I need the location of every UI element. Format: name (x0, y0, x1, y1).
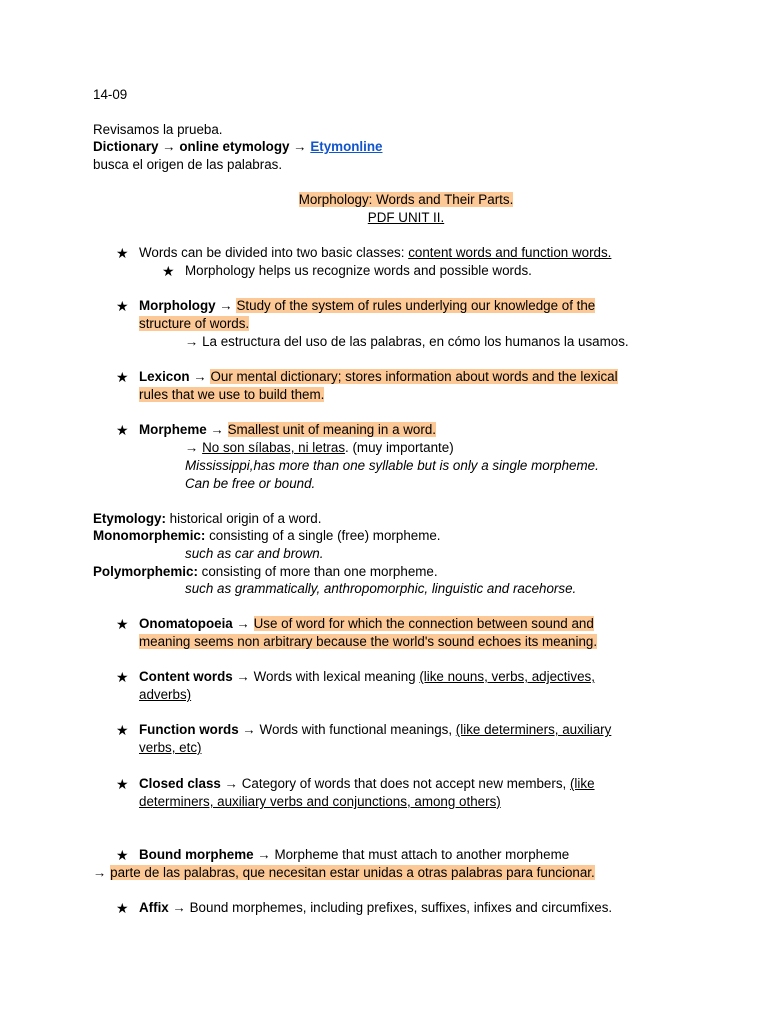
definition-highlight: structure of words. (139, 316, 250, 331)
term-affix: Affix (139, 900, 169, 915)
definition-highlight: Use of word for which the connection between sound and (253, 616, 594, 631)
morpheme-note-underlined: No son sílabas, ni letras (202, 440, 346, 455)
term-morphology: Morphology (139, 298, 216, 313)
morpheme-note-rest: . (muy importante) (345, 440, 454, 455)
definition-highlight: meaning seems non arbitrary because the world's sound echoes its meaning. (139, 634, 598, 649)
morpheme-example: Can be free or bound. (185, 476, 316, 491)
bullet-content-words-cont (139, 686, 191, 704)
definition-text: Morpheme that must attach to another morpheme (274, 847, 570, 862)
bullet-affix (139, 899, 612, 917)
heading-title-text: Morphology: Words and Their Parts. (298, 192, 514, 207)
star-bullet-icon: ★ (116, 776, 129, 792)
bullet-closed-class (139, 775, 595, 793)
arrow: → (224, 776, 238, 791)
examples-underlined: (like determiners, auxiliary (455, 722, 612, 737)
examples-underlined: (like nouns, verbs, adjectives, (419, 669, 595, 684)
arrow: → (293, 139, 307, 154)
term-function-words: Function words (139, 722, 239, 737)
bullet-bound-morpheme (139, 846, 569, 864)
star-bullet-icon: ★ (116, 900, 129, 916)
term-etymology: Etymology: (93, 511, 166, 526)
heading-title (0, 191, 768, 209)
definition-highlight: Study of the system of rules underlying our knowledge of the (236, 298, 596, 313)
star-bullet-icon: ★ (116, 298, 129, 314)
intro-line: busca el origen de las palabras. (93, 157, 283, 172)
definition-text: Bound morphemes, including prefixes, suffixes, infixes and circumfixes. (189, 900, 613, 915)
star-bullet-icon: ★ (116, 369, 129, 385)
date-line: 14-09 (93, 87, 128, 102)
term-closed-class: Closed class (139, 776, 221, 791)
term-polymorphemic: Polymorphemic: (93, 564, 198, 579)
bound-morpheme-note (93, 864, 595, 882)
bullet-content-words (139, 668, 595, 686)
bullet-function-words-cont (139, 739, 202, 757)
bullet-function-words (139, 721, 611, 739)
definition-text: Words with lexical meaning (253, 669, 420, 684)
arrow: → (257, 847, 271, 862)
definition-highlight: rules that we use to build them. (139, 387, 325, 402)
definition-text: Category of words that does not accept new members, (241, 776, 570, 791)
note-highlight: parte de las palabras, que necesitan estar unidas a otras palabras para funcionar. (110, 865, 595, 880)
term-content-words: Content words (139, 669, 233, 684)
term-monomorphemic: Monomorphemic: (93, 528, 206, 543)
term-onomatopoeia: Onomatopoeia (139, 616, 233, 631)
arrow: → (185, 440, 199, 455)
definition-monomorphemic (93, 527, 441, 545)
bullet-morphology-cont (139, 315, 249, 333)
examples-underlined: verbs, etc) (139, 740, 202, 755)
online-etymology-label: online etymology (179, 139, 290, 154)
arrow: → (236, 669, 250, 684)
arrow: → (193, 369, 207, 384)
arrow: → (93, 865, 107, 880)
star-bullet-icon: ★ (116, 616, 129, 632)
arrow: → (210, 422, 224, 437)
heading-subtitle (0, 209, 768, 227)
star-bullet-icon: ★ (116, 669, 129, 685)
monomorphemic-example: such as car and brown. (185, 546, 324, 561)
term-morpheme: Morpheme (139, 422, 207, 437)
bullet-morpheme (139, 421, 436, 439)
dictionary-label: Dictionary (93, 139, 159, 154)
morpheme-note (185, 439, 454, 457)
term-bound-morpheme: Bound morpheme (139, 847, 254, 862)
examples-underlined: adverbs) (139, 687, 192, 702)
star-bullet-icon: ★ (116, 422, 129, 438)
morpheme-example: Mississippi,has more than one syllable but is only a single morpheme. (185, 458, 599, 473)
star-bullet-icon: ★ (116, 245, 129, 261)
dictionary-line (93, 138, 383, 156)
definition-polymorphemic (93, 563, 438, 581)
morphology-note: → La estructura del uso de las palabras, en cómo los humanos la usamos. (185, 334, 629, 349)
definition-highlight: Our mental dictionary; stores information about words and the lexical (210, 369, 618, 384)
definition-text: consisting of a single (free) morpheme. (205, 528, 441, 543)
intro-line: Revisamos la prueba. (93, 122, 223, 137)
arrow: → (172, 900, 186, 915)
star-bullet-icon: ★ (162, 263, 175, 279)
arrow: → (219, 298, 233, 313)
arrow: → (162, 139, 176, 154)
bullet-onomatopoeia (139, 615, 594, 633)
bullet-underlined-text: content words and function words. (408, 245, 612, 260)
bullet-lexicon (139, 368, 618, 386)
term-lexicon: Lexicon (139, 369, 190, 384)
bullet-morphology-helps: Morphology helps us recognize words and possible words. (185, 263, 532, 278)
arrow: → (236, 616, 250, 631)
etymonline-link[interactable]: Etymonline (310, 139, 383, 154)
star-bullet-icon: ★ (116, 722, 129, 738)
definition-text: Words with functional meanings, (259, 722, 456, 737)
definition-etymology (93, 510, 321, 528)
definition-highlight: Smallest unit of meaning in a word. (227, 422, 436, 437)
examples-underlined: (like (569, 776, 595, 791)
bullet-text: Words can be divided into two basic classes: (139, 245, 409, 260)
bullet-classes (139, 244, 611, 262)
bullet-lexicon-cont (139, 386, 324, 404)
heading-subtitle-text: PDF UNIT II. (367, 210, 445, 225)
definition-text: consisting of more than one morpheme. (197, 564, 438, 579)
bullet-closed-class-cont (139, 793, 501, 811)
examples-underlined: determiners, auxiliary verbs and conjunctions, among others) (139, 794, 501, 809)
bullet-onomatopoeia-cont (139, 633, 597, 651)
definition-text: historical origin of a word. (165, 511, 322, 526)
star-bullet-icon: ★ (116, 847, 129, 863)
bullet-morphology (139, 297, 595, 315)
arrow: → (242, 722, 256, 737)
polymorphemic-example: such as grammatically, anthropomorphic, linguistic and racehorse. (185, 581, 577, 596)
